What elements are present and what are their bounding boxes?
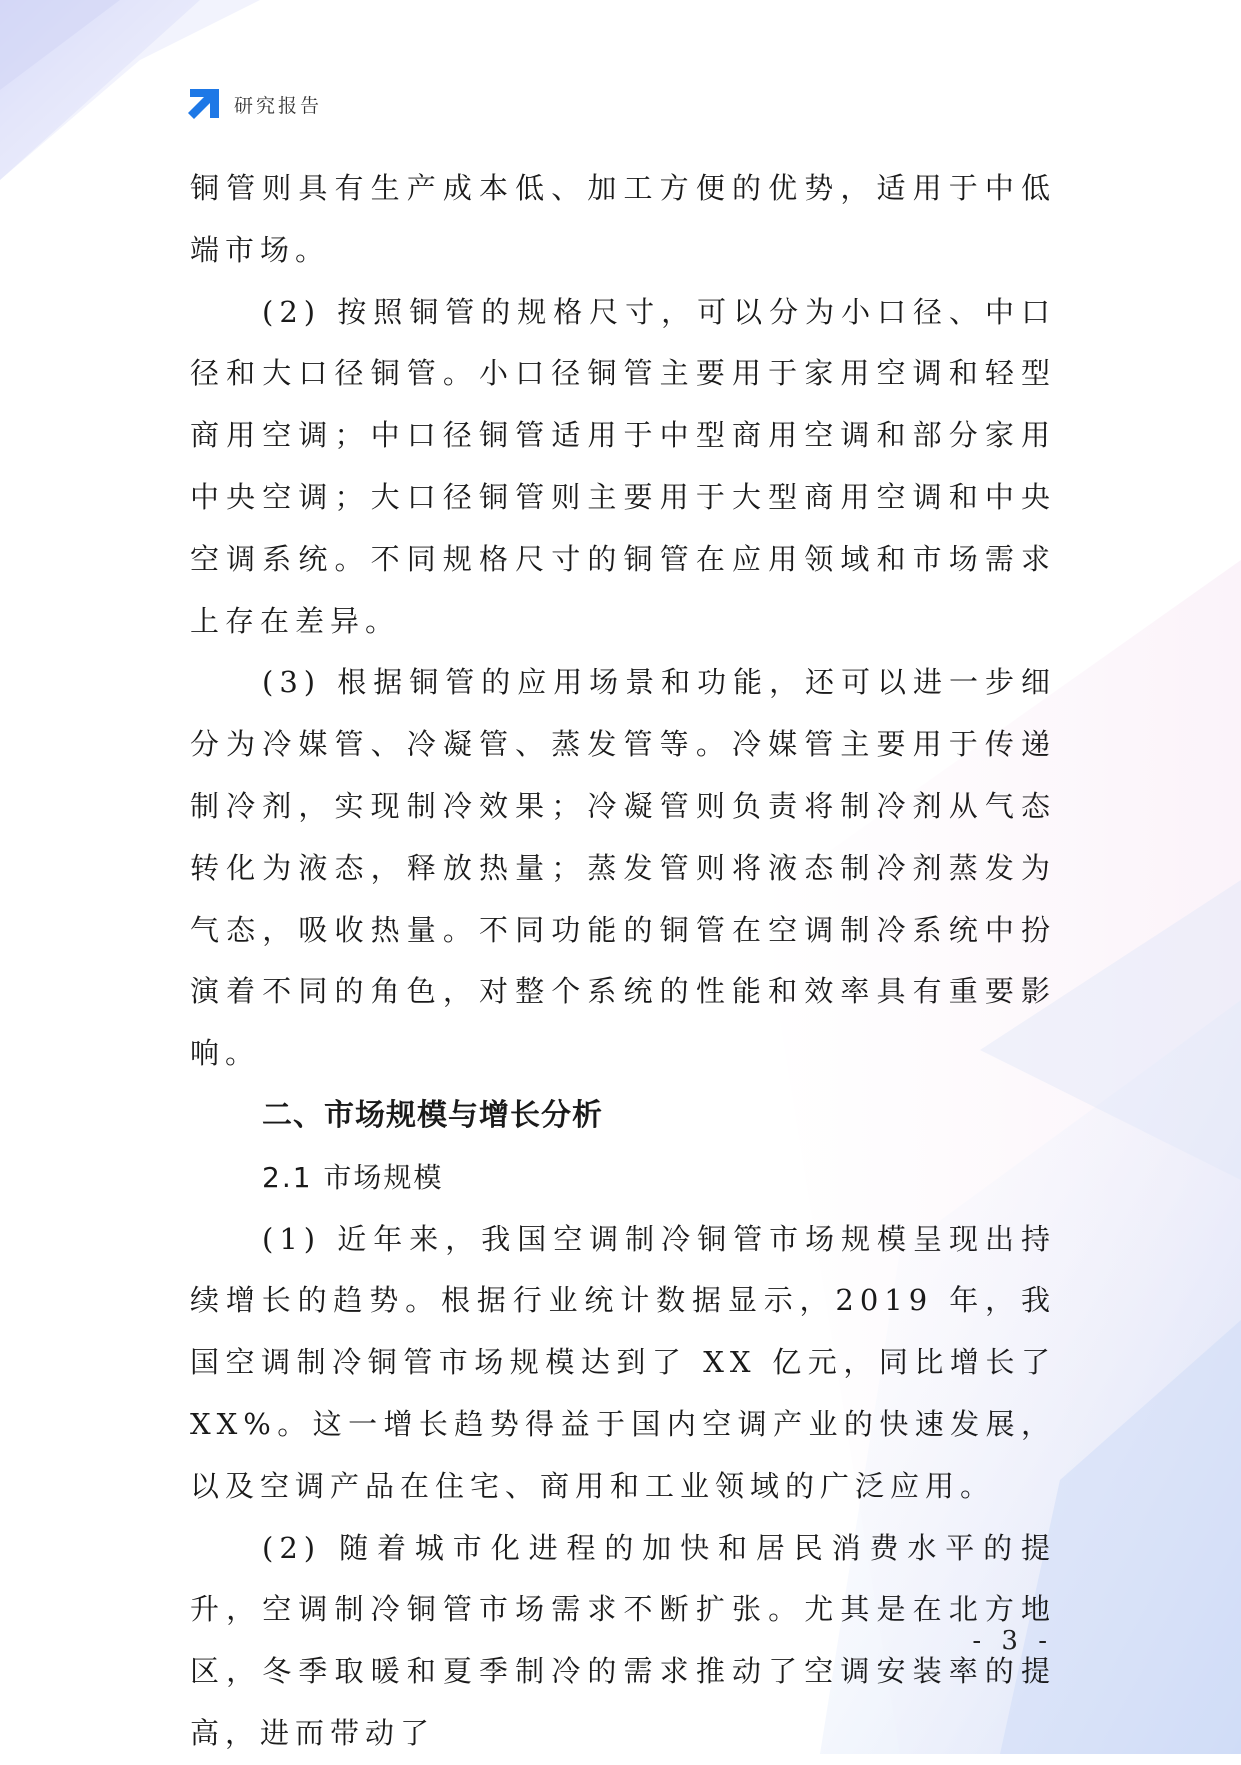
- paragraph-market-size: (1) 近年来，我国空调制冷铜管市场规模呈现出持续增长的趋势。根据行业统计数据显示，2019 年，我国空调制冷铜管市场规模达到了 XX 亿元，同比增长了 XX%。这一增长趋势得益于国内空调产业的快速发展，以及空调产品在住宅、商用和工业领域的广泛应用。: [190, 1221, 1056, 1503]
- document-body: [190, 158, 1056, 1765]
- page-number: - 3 -: [972, 1626, 1053, 1656]
- arrow-logo-icon: [186, 86, 222, 122]
- paragraph-continued: 铜管则具有生产成本低、加工方便的优势，适用于中低端市场。: [190, 171, 1056, 267]
- paragraph-market-demand: (2) 随着城市化进程的加快和居民消费水平的提升，空调制冷铜管市场需求不断扩张。尤其是在北方地区，冬季取暖和夏季制冷的需求推动了空调安装率的提高，进而带动了: [190, 1530, 1056, 1750]
- header-title: 研究报告: [234, 94, 323, 117]
- paragraph-function-classification: (3) 根据铜管的应用场景和功能，还可以进一步细分为冷媒管、冷凝管、蒸发管等。冷媒管主要用于传递制冷剂，实现制冷效果；冷凝管则负责将制冷剂从气态转化为液态，释放热量；蒸发管则将液态制冷剂蒸发为气态，吸收热量。不同功能的铜管在空调制冷系统中扮演着不同的角色，对整个系统的性能和效率具有重要影响。: [190, 665, 1056, 1071]
- section-heading: 二、市场规模与增长分析: [262, 1097, 603, 1133]
- paragraph-size-classification: (2) 按照铜管的规格尺寸，可以分为小口径、中口径和大口径铜管。小口径铜管主要用于家用空调和轻型商用空调；中口径铜管适用于中型商用空调和部分家用中央空调；大口径铜管则主要用于大型商用空调和中央空调系统。不同规格尺寸的铜管在应用领域和市场需求上存在差异。: [190, 294, 1056, 638]
- report-header: [186, 86, 322, 122]
- subsection-heading: 2.1 市场规模: [262, 1160, 444, 1194]
